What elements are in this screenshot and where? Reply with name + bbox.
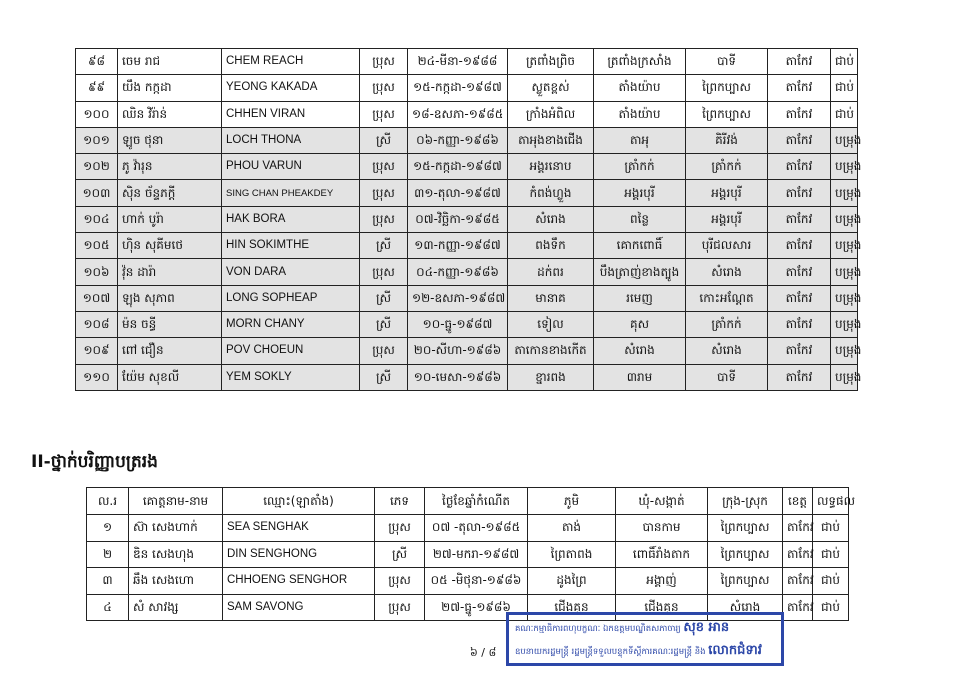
- cell-province: តាកែវ: [768, 75, 831, 101]
- cell-name-en: MORN CHANY: [222, 311, 360, 337]
- column-header: ខេត្ត: [783, 488, 813, 515]
- cell-result: បម្រុង: [831, 180, 858, 206]
- cell-no: ១០៥: [76, 233, 118, 259]
- table-row: [87, 541, 849, 568]
- column-header: លទ្ធផល: [813, 488, 849, 515]
- cell-result: បម្រុង: [831, 154, 858, 180]
- cell-commune: ត្រពាំងក្រសាំង: [594, 49, 686, 75]
- column-header: ភេទ: [375, 488, 425, 515]
- column-header: គោត្តនាម-នាម: [129, 488, 223, 515]
- cell-no: ១: [87, 515, 129, 542]
- cell-dob: ០៥ -មិថុនា-១៩៨៦: [425, 568, 528, 595]
- cell-name-en: SING CHAN PHEAKDEY: [222, 180, 360, 206]
- cell-district: សំរោង: [686, 338, 768, 364]
- cell-no: ១០៨: [76, 311, 118, 337]
- cell-no: ៤: [87, 594, 129, 621]
- cell-village: ទៀល: [508, 311, 594, 337]
- cell-name-kh: ឆឹង សេងហោ: [129, 568, 223, 595]
- cell-district: សំរោង: [708, 594, 783, 621]
- cell-no: ១០២: [76, 154, 118, 180]
- cell-name-kh: ឈិន វិរ៉ាន់: [118, 101, 222, 127]
- cell-result: បម្រុង: [831, 311, 858, 337]
- cell-district: ត្រាំកក់: [686, 311, 768, 337]
- cell-name-en: YEONG KAKADA: [222, 75, 360, 101]
- cell-sex: ប្រុស: [360, 206, 408, 232]
- cell-result: ជាប់: [831, 75, 858, 101]
- cell-result: បម្រុង: [831, 259, 858, 285]
- table-header-row: [87, 488, 849, 515]
- cell-district: ព្រៃកប្បាស: [708, 541, 783, 568]
- cell-name-en: DIN SENGHONG: [223, 541, 375, 568]
- cell-name-kh: សំ សាវង្ស: [129, 594, 223, 621]
- cell-commune: តាំងយ៉ាប: [594, 101, 686, 127]
- cell-village: ខ្នារពង: [508, 364, 594, 390]
- column-header: ឈ្មោះ(ឡាតាំង): [223, 488, 375, 515]
- cell-sex: ស្រី: [360, 311, 408, 337]
- table-row: [76, 101, 858, 127]
- cell-village: តាង់: [528, 515, 616, 542]
- cell-dob: ១៣-កញ្ញា-១៩៨៧: [408, 233, 508, 259]
- cell-no: ១០០: [76, 101, 118, 127]
- cell-name-kh: ឌិន សេងហុង: [129, 541, 223, 568]
- table-row: [76, 154, 858, 180]
- cell-province: តាកែវ: [768, 101, 831, 127]
- cell-sex: ស្រី: [360, 233, 408, 259]
- cell-district: កោះអណ្តែត: [686, 285, 768, 311]
- cell-province: តាកែវ: [768, 180, 831, 206]
- cell-name-kh: ស៊ិន ច័ន្ទភក្តី: [118, 180, 222, 206]
- cell-name-en: HAK BORA: [222, 206, 360, 232]
- cell-result: បម្រុង: [831, 338, 858, 364]
- cell-commune: អង្គរបុរី: [594, 180, 686, 206]
- cell-sex: ស្រី: [360, 127, 408, 153]
- column-header: ឃុំ-សង្កាត់: [616, 488, 708, 515]
- cell-result: បម្រុង: [831, 127, 858, 153]
- cell-name-kh: យឹង កក្កដា: [118, 75, 222, 101]
- cell-name-en: CHEM REACH: [222, 49, 360, 75]
- official-stamp: [506, 612, 784, 666]
- cell-province: តាកែវ: [768, 206, 831, 232]
- cell-commune: រមេញ: [594, 285, 686, 311]
- cell-result: បម្រុង: [831, 206, 858, 232]
- table-row: [76, 49, 858, 75]
- cell-name-kh: ហ៊ិន សុគីមថេ: [118, 233, 222, 259]
- cell-village: ព្រៃតាពង: [528, 541, 616, 568]
- cell-name-kh: ចេម រាជ: [118, 49, 222, 75]
- cell-result: បម្រុង: [831, 364, 858, 390]
- cell-dob: ២៧-មករា-១៩៨៧: [425, 541, 528, 568]
- cell-no: ១០១: [76, 127, 118, 153]
- cell-sex: ប្រុស: [360, 154, 408, 180]
- cell-name-kh: ភូ វ៉ារុន: [118, 154, 222, 180]
- cell-village: ជើងគួន: [528, 594, 616, 621]
- cell-result: បម្រុង: [831, 233, 858, 259]
- cell-sex: ប្រុស: [375, 594, 425, 621]
- cell-commune: ជើងគួន: [616, 594, 708, 621]
- cell-name-kh: ពៅ ជឿន: [118, 338, 222, 364]
- table-row: [76, 311, 858, 337]
- cell-name-kh: ឡូច ថុនា: [118, 127, 222, 153]
- cell-province: តាកែវ: [768, 259, 831, 285]
- cell-dob: ១២-ឧសភា-១៩៨៧: [408, 285, 508, 311]
- cell-dob: ០៤-កញ្ញា-១៩៨៦: [408, 259, 508, 285]
- cell-village: អង្គរនោប: [508, 154, 594, 180]
- cell-dob: ១០-មេសា-១៩៨៦: [408, 364, 508, 390]
- table-row: [76, 259, 858, 285]
- column-header: ភូមិ: [528, 488, 616, 515]
- cell-village: ក្រាំងអំពិល: [508, 101, 594, 127]
- cell-dob: ៣១-តុលា-១៩៨៧: [408, 180, 508, 206]
- table-row: [87, 568, 849, 595]
- cell-no: ៩៩: [76, 75, 118, 101]
- cell-name-en: CHHOENG SENGHOR: [223, 568, 375, 595]
- cell-dob: ២៧-ធ្នូ-១៩៨៦: [425, 594, 528, 621]
- cell-village: មានាគ: [508, 285, 594, 311]
- cell-village: តាកោនខាងកើត: [508, 338, 594, 364]
- cell-district: ព្រៃកប្បាស: [686, 101, 768, 127]
- cell-dob: ២០-សីហា-១៩៨៦: [408, 338, 508, 364]
- table-row: [76, 338, 858, 364]
- cell-name-en: VON DARA: [222, 259, 360, 285]
- cell-sex: ស្រី: [360, 364, 408, 390]
- table-row: [76, 127, 858, 153]
- cell-commune: ពន្លៃ: [594, 206, 686, 232]
- cell-result: ជាប់: [831, 49, 858, 75]
- cell-district: អង្គរបុរី: [686, 206, 768, 232]
- cell-province: តាកែវ: [768, 364, 831, 390]
- cell-commune: តាំងយ៉ាប: [594, 75, 686, 101]
- cell-commune: ៣រាម: [594, 364, 686, 390]
- page-number: ៦ / ៨: [470, 646, 497, 659]
- cell-district: សំរោង: [686, 259, 768, 285]
- cell-result: បម្រុង: [831, 285, 858, 311]
- cell-village: ដូងព្រៃ: [528, 568, 616, 595]
- results-table-2: [86, 487, 856, 621]
- cell-commune: ត្រាំកក់: [594, 154, 686, 180]
- table-row: [76, 206, 858, 232]
- cell-dob: ១៨-ឧសភា-១៩៨៥: [408, 101, 508, 127]
- table-row: [76, 180, 858, 206]
- cell-commune: អង្គាញ់: [616, 568, 708, 595]
- cell-sex: ស្រី: [360, 285, 408, 311]
- cell-province: តាកែវ: [768, 311, 831, 337]
- cell-no: ១០៧: [76, 285, 118, 311]
- cell-commune: គោកពោធិ៍: [594, 233, 686, 259]
- cell-district: ព្រៃកប្បាស: [686, 75, 768, 101]
- cell-no: ២: [87, 541, 129, 568]
- cell-dob: ១៥-កក្កដា-១៩៨៧: [408, 75, 508, 101]
- cell-dob: ០៦-កញ្ញា-១៩៨៦: [408, 127, 508, 153]
- cell-name-en: YEM SOKLY: [222, 364, 360, 390]
- cell-province: តាកែវ: [768, 285, 831, 311]
- stamp-signature-1: សុខ អាន: [683, 620, 730, 635]
- cell-village: តាអុងខាងជើង: [508, 127, 594, 153]
- cell-commune: តាអុ: [594, 127, 686, 153]
- cell-dob: ០៧ -តុលា-១៩៨៥: [425, 515, 528, 542]
- cell-village: ពងទឹក: [508, 233, 594, 259]
- cell-province: តាកែវ: [783, 541, 813, 568]
- cell-sex: ប្រុស: [360, 259, 408, 285]
- cell-no: ១១០: [76, 364, 118, 390]
- cell-district: ត្រាំកក់: [686, 154, 768, 180]
- column-header: ថ្ងៃខែឆ្នាំកំណើត: [425, 488, 528, 515]
- cell-village: ត្រពាំងព្រិច: [508, 49, 594, 75]
- cell-sex: ស្រី: [375, 541, 425, 568]
- table-row: [87, 515, 849, 542]
- table-row: [76, 364, 858, 390]
- cell-no: ១០៩: [76, 338, 118, 364]
- cell-commune: គុស: [594, 311, 686, 337]
- cell-sex: ប្រុស: [375, 568, 425, 595]
- cell-no: ១០៤: [76, 206, 118, 232]
- stamp-line-1: គណៈកម្មាធិការពហុបក្ខណៈ ឯកឧត្តមបណ្ឌិតសភាចារ្យ សុខ អាន: [515, 620, 730, 635]
- cell-name-en: PHOU VARUN: [222, 154, 360, 180]
- cell-district: បាទី: [686, 49, 768, 75]
- cell-name-kh: ស៊ា សេងហាក់: [129, 515, 223, 542]
- cell-name-en: CHHEN VIRAN: [222, 101, 360, 127]
- cell-dob: ០៧-វិច្ឆិកា-១៩៨៥: [408, 206, 508, 232]
- column-header: ល.រ: [87, 488, 129, 515]
- cell-dob: ២៤-មីនា-១៩៨៨: [408, 49, 508, 75]
- cell-dob: ១០-ធ្នូ-១៩៨៧: [408, 311, 508, 337]
- cell-sex: ប្រុស: [360, 49, 408, 75]
- cell-province: តាកែវ: [768, 49, 831, 75]
- cell-commune: បានកាម: [616, 515, 708, 542]
- cell-province: តាកែវ: [783, 594, 813, 621]
- cell-district: បាទី: [686, 364, 768, 390]
- cell-province: តាកែវ: [768, 233, 831, 259]
- cell-district: គិរីវង់: [686, 127, 768, 153]
- cell-province: តាកែវ: [783, 515, 813, 542]
- cell-province: តាកែវ: [783, 568, 813, 595]
- cell-district: បុរីជលសារ: [686, 233, 768, 259]
- cell-sex: ប្រុស: [360, 180, 408, 206]
- cell-result: ជាប់: [831, 101, 858, 127]
- cell-dob: ១៥-កក្កដា-១៩៨៧: [408, 154, 508, 180]
- cell-result: ជាប់: [813, 515, 849, 542]
- table-row: [76, 75, 858, 101]
- cell-district: ព្រៃកប្បាស: [708, 568, 783, 595]
- cell-result: ជាប់: [813, 594, 849, 621]
- cell-no: ៩៨: [76, 49, 118, 75]
- results-table-1: [75, 48, 862, 391]
- cell-name-en: LONG SOPHEAP: [222, 285, 360, 311]
- cell-name-en: SAM SAVONG: [223, 594, 375, 621]
- cell-village: កំពង់ហ្លួង: [508, 180, 594, 206]
- column-header: ក្រុង-ស្រុក: [708, 488, 783, 515]
- table-row: [76, 233, 858, 259]
- cell-name-kh: យ៉ែម សុខលី: [118, 364, 222, 390]
- cell-name-en: POV CHOEUN: [222, 338, 360, 364]
- cell-sex: ប្រុស: [360, 101, 408, 127]
- cell-no: ៣: [87, 568, 129, 595]
- cell-commune: សំរោង: [594, 338, 686, 364]
- cell-province: តាកែវ: [768, 154, 831, 180]
- cell-commune: បឹងត្រាញ់ខាងត្បូង: [594, 259, 686, 285]
- cell-no: ១០៦: [76, 259, 118, 285]
- cell-sex: ប្រុស: [360, 338, 408, 364]
- cell-name-kh: ឡុង សុភាព: [118, 285, 222, 311]
- cell-name-kh: វ៉ុន ដារ៉ា: [118, 259, 222, 285]
- cell-district: ព្រៃកប្បាស: [708, 515, 783, 542]
- cell-result: ជាប់: [813, 568, 849, 595]
- cell-name-kh: ហាក់ បូរ៉ា: [118, 206, 222, 232]
- cell-no: ១០៣: [76, 180, 118, 206]
- cell-sex: ប្រុស: [375, 515, 425, 542]
- cell-name-en: SEA SENGHAK: [223, 515, 375, 542]
- stamp-signature-2: លោកជំទាវ: [708, 643, 762, 658]
- cell-district: អង្គរបុរី: [686, 180, 768, 206]
- cell-name-en: LOCH THONA: [222, 127, 360, 153]
- cell-province: តាកែវ: [768, 338, 831, 364]
- section-heading: II-ថ្នាក់បរិញ្ញាបត្ររង: [31, 452, 158, 472]
- cell-sex: ប្រុស: [360, 75, 408, 101]
- cell-commune: ពោធិ៍រាំងតាក: [616, 541, 708, 568]
- stamp-line-2: ឧបនាយករដ្ឋមន្ត្រី រដ្ឋមន្ត្រីទទួលបន្ទុកទីស្តីការគណៈរដ្ឋមន្ត្រី និង លោកជំទាវ: [515, 643, 762, 658]
- table-row: [76, 285, 858, 311]
- cell-province: តាកែវ: [768, 127, 831, 153]
- cell-village: ដក់ពរ: [508, 259, 594, 285]
- cell-name-kh: ម៉ន ចន្ធី: [118, 311, 222, 337]
- cell-result: ជាប់: [813, 541, 849, 568]
- cell-name-en: HIN SOKIMTHE: [222, 233, 360, 259]
- cell-village: សំរោង: [508, 206, 594, 232]
- cell-village: ស្លួតខ្ពស់: [508, 75, 594, 101]
